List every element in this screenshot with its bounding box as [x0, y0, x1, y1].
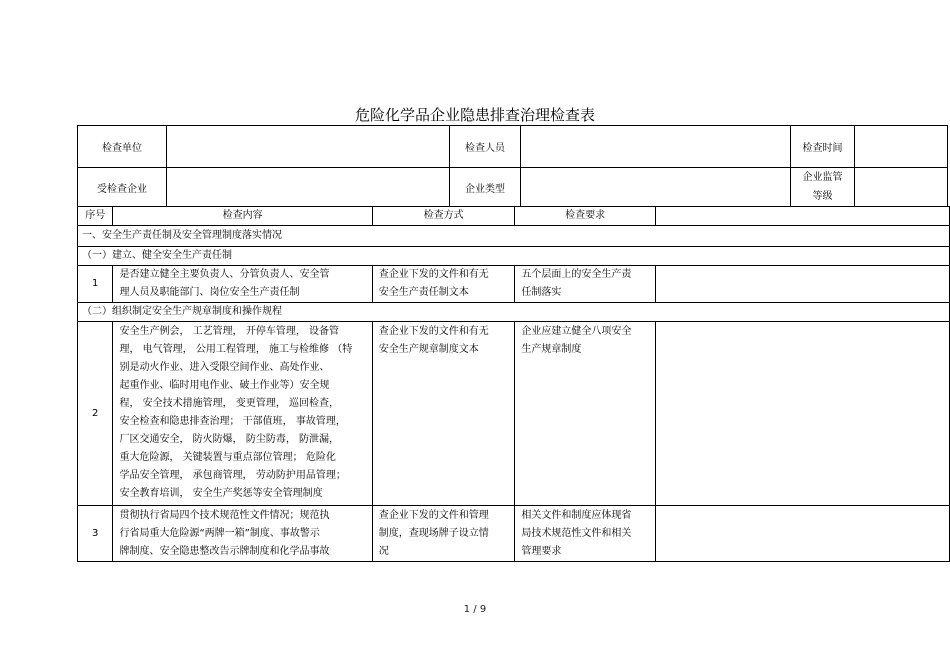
- header-requirement: 检查要求: [515, 207, 655, 226]
- row-content: 安全生产例会， 工艺管理， 开停车管理， 设备管 理， 电气管理， 公用工程管理， 施工与检维修 （特 别是动火作业、进入受限空间作业、高处作业、 起重作业、临时用电作业、破土作业等）安全规 程， 安全技术措施管理， 变更管理， 巡回检查， 安全检查和隐患排查治理； 干部值班， 事故管理， 厂区交通安全， 防火防爆， 防尘防毒， 防泄漏， 重大危险源， 关键装置与重点部位管理； 危险化 学品安全管理， 承包商管理， 劳动防护用品管理； 安全教育培训， 安全生产奖惩等安全管理制度: [113, 322, 372, 506]
- table-row: [78, 506, 950, 562]
- level-label-line2: 等级: [812, 191, 833, 202]
- header-blank: [655, 207, 949, 226]
- row-method: 查企业下发的文件和管理 制度，查现场牌子设立情 况: [372, 506, 515, 562]
- row-number: 2: [78, 322, 113, 506]
- enterprise-value-field[interactable]: [167, 168, 450, 207]
- enterprise-label: 受检查企业: [78, 168, 167, 207]
- level-label: [791, 168, 855, 207]
- row-requirement: 五个层面上的安全生产责 任制落实: [515, 266, 655, 303]
- level-label-line1: 企业监管: [802, 172, 843, 183]
- unit-value-field[interactable]: [167, 126, 450, 168]
- type-label: 企业类型: [450, 168, 521, 207]
- subsection-row: [78, 303, 950, 322]
- row-requirement: 相关文件和制度应体现省 局技术规范性文件和相关 管理要求: [515, 506, 655, 562]
- header-method: 检查方式: [372, 207, 515, 226]
- row-result-field[interactable]: [655, 266, 949, 303]
- row-content: 是否建立健全主要负责人、分管负责人、安全管 理人员及职能部门、岗位安全生产责任制: [113, 266, 372, 303]
- row-content: 贯彻执行省局四个技术规范性文件情况；规范执 行省局重大危险源“两牌一箱”制度、事故警示 牌制度、安全隐患整改告示牌制度和化学品事故: [113, 506, 372, 562]
- header-content: 检查内容: [113, 207, 372, 226]
- section-heading: 一、安全生产责任制及安全管理制度落实情况: [78, 226, 950, 247]
- row-number: 1: [78, 266, 113, 303]
- header-row: [78, 207, 950, 226]
- level-value-field[interactable]: [855, 168, 948, 207]
- page-title: 危险化学品企业隐患排查治理检查表: [354, 106, 595, 124]
- unit-label: 检查单位: [78, 126, 167, 168]
- inspector-label: 检查人员: [450, 126, 521, 168]
- info-table: [77, 125, 948, 207]
- row-method: 查企业下发的文件和有无 安全生产责任制文本: [372, 266, 515, 303]
- time-value-field[interactable]: [855, 126, 948, 168]
- checklist-table: [77, 206, 950, 562]
- page-number: 1 / 9: [463, 604, 487, 615]
- type-value-field[interactable]: [521, 168, 791, 207]
- row-result-field[interactable]: [655, 322, 949, 506]
- header-no: 序号: [78, 207, 113, 226]
- table-row: [78, 322, 950, 506]
- row-number: 3: [78, 506, 113, 562]
- section-row: [78, 226, 950, 247]
- subsection-row: [78, 247, 950, 266]
- row-method: 查企业下发的文件和有无 安全生产规章制度文本: [372, 322, 515, 506]
- row-requirement: 企业应建立健全八项安全 生产规章制度: [515, 322, 655, 506]
- time-label: 检查时间: [791, 126, 855, 168]
- subsection-heading: （二）组织制定安全生产规章制度和操作规程: [78, 303, 950, 322]
- row-result-field[interactable]: [655, 506, 949, 562]
- table-row: [78, 266, 950, 303]
- inspector-value-field[interactable]: [521, 126, 791, 168]
- subsection-heading: （一）建立、健全安全生产责任制: [78, 247, 950, 266]
